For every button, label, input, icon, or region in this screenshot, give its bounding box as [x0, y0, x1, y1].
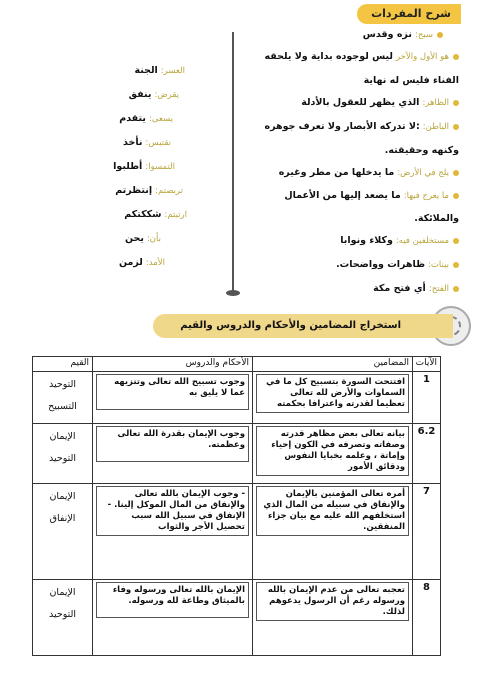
continuation-text: وكنهه وحقيقته.: [384, 145, 459, 156]
content-cell: افتتحت السورة بتسبيح كل ما في السماوات والأرض لله تعالى تعظيما لقدرته واعترافا بحكمته: [253, 372, 413, 424]
vocab-item: مستخلفين فيه: وكلاء ونوابا: [340, 234, 459, 248]
vocab-item: الفتح: أي فتح مكة: [373, 282, 459, 296]
content-cell: تعجبه تعالى من عدم الإيمان بالله ورسوله رغم أن الرسول يدعوهم لذلك.: [253, 580, 413, 656]
vocab-item: ارتبتم: شككتكم: [124, 209, 187, 220]
header-rulings: الأحكام والدروس: [93, 357, 253, 372]
values-cell: الإيمان الإنفاق: [33, 484, 93, 580]
bullet-icon: [453, 54, 459, 60]
vocab-item: الأمد: لزمن: [118, 257, 165, 268]
section-title-vocabulary: شرح المفردات: [357, 4, 461, 24]
table-row: [33, 580, 441, 656]
column-divider: [232, 32, 234, 294]
rulings-cell: وجوب تسبيح الله تعالى وتنزيهه عما لا يليق به: [93, 372, 253, 424]
header-values: القيم: [33, 357, 93, 372]
contents-table: [32, 356, 441, 656]
vocab-item: التمسوا: أطلبوا: [113, 161, 175, 172]
content-cell: بيانه تعالى بعض مظاهر قدرته وصفاته وتصرفه في الكون إحياء وإماتة ، وعلمه بخبايا النفوس ودقائق الأمور: [253, 424, 413, 484]
vocab-item: سبح: نزه وقدس: [363, 28, 443, 42]
rulings-cell: وجوب الإيمان بقدرة الله تعالى وعظمته.: [93, 424, 253, 484]
header-contents: المضامين: [253, 357, 413, 372]
vocab-item: تربصتم: إنتظرتم: [115, 185, 183, 196]
table-row: [33, 484, 441, 580]
values-cell: التوحيد التسبيح: [33, 372, 93, 424]
bullet-icon: [453, 124, 459, 130]
bullet-icon: [453, 170, 459, 176]
bullet-icon: [453, 193, 459, 199]
vocab-item: الظاهر: الذي يظهر للعقول بالأدلة: [301, 96, 459, 110]
values-cell: الإيمان التوحيد: [33, 424, 93, 484]
verse-number: 8: [413, 580, 441, 656]
bullet-icon: [453, 100, 459, 106]
vocab-item: يلج في الأرض: ما يدخلها من مطر وغيره: [279, 166, 459, 180]
header-verses: الآيات: [413, 357, 441, 372]
table-header-row: [33, 357, 441, 372]
vocab-item: يقرض: ينفق: [128, 89, 179, 100]
verse-number: 1: [413, 372, 441, 424]
bullet-icon: [437, 32, 443, 38]
vocab-item: الباطن: :لا تدركه الأبصار ولا تعرف جوهره: [264, 120, 459, 134]
vocab-item: ما يعرج فيها: ما يصعد إليها من الأعمال: [284, 189, 459, 203]
verse-number: 6.2: [413, 424, 441, 484]
divider-end-dot: [226, 290, 240, 296]
values-cell: الإيمان التوحيد: [33, 580, 93, 656]
vocab-item: يسعى: يتقدم: [119, 113, 173, 124]
rulings-cell: - وجوب الإيمان بالله تعالى والإنفاق من المال الموكل إلينا. - الإنفاق في سبيل الله سبب تحصيل الأجر والثواب: [93, 484, 253, 580]
bullet-icon: [453, 238, 459, 244]
continuation-text: والملائكة.: [414, 213, 459, 224]
continuation-text: الفناء فليس له نهاية: [363, 75, 459, 86]
rulings-cell: الإيمان بالله تعالى ورسوله وفاء بالميثاق وطاعة لله ورسوله.: [93, 580, 253, 656]
vocab-item: هو الأول والآخر ليس لوجوده بداية ولا يلحقه: [265, 50, 459, 64]
table-row: [33, 372, 441, 424]
verse-number: 7: [413, 484, 441, 580]
vocab-item: بينات: ظاهرات وواضحات.: [336, 258, 459, 272]
vocab-item: العسر: الجنة: [134, 65, 185, 76]
vocab-item: بأن: يحن: [124, 233, 161, 244]
bullet-icon: [453, 286, 459, 292]
section-title-extraction: استخراج المضامين والأحكام والدروس والقيم: [153, 314, 453, 338]
vocab-item: نقتبس: نأخذ: [123, 137, 171, 148]
table-row: [33, 424, 441, 484]
content-cell: أمره تعالى المؤمنين بالإيمان والإنفاق في سبيله من المال الذي استخلفهم الله عليه مع بيان جزاء المنفقين.: [253, 484, 413, 580]
bullet-icon: [453, 262, 459, 268]
